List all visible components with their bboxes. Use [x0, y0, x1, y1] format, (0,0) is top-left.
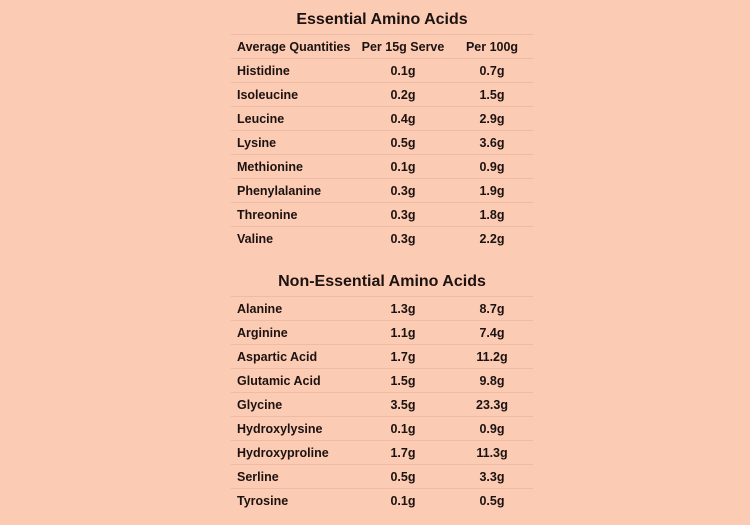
per-serve-value: 1.5g — [355, 369, 451, 393]
per-100g-value: 23.3g — [451, 393, 533, 417]
per-100g-value: 7.4g — [451, 321, 533, 345]
per-100g-value: 11.2g — [451, 345, 533, 369]
amino-acid-name: Threonine — [231, 203, 355, 227]
per-100g-value: 0.7g — [451, 59, 533, 83]
amino-acid-name: Methionine — [231, 155, 355, 179]
per-serve-value: 0.5g — [355, 131, 451, 155]
per-serve-value: 0.4g — [355, 107, 451, 131]
table-row — [231, 465, 533, 489]
table-row — [231, 83, 533, 107]
table-row — [231, 441, 533, 465]
per-100g-value: 0.9g — [451, 155, 533, 179]
per-100g-value: 1.5g — [451, 83, 533, 107]
amino-acid-name: Hydroxyproline — [231, 441, 355, 465]
amino-acid-name: Isoleucine — [231, 83, 355, 107]
per-serve-value: 0.2g — [355, 83, 451, 107]
per-100g-value: 0.9g — [451, 417, 533, 441]
header-average-quantities: Average Quantities — [231, 35, 355, 59]
amino-acid-name: Arginine — [231, 321, 355, 345]
per-100g-value: 3.6g — [451, 131, 533, 155]
amino-acid-panel — [231, 0, 533, 512]
amino-acid-name: Aspartic Acid — [231, 345, 355, 369]
nonessential-table — [231, 296, 533, 512]
amino-acid-name: Tyrosine — [231, 489, 355, 513]
nonessential-rows — [231, 297, 533, 513]
essential-title: Essential Amino Acids — [296, 11, 468, 28]
header-per-100g: Per 100g — [451, 35, 533, 59]
per-serve-value: 0.1g — [355, 417, 451, 441]
per-100g-value: 1.9g — [451, 179, 533, 203]
per-serve-value: 1.1g — [355, 321, 451, 345]
amino-acid-name: Serline — [231, 465, 355, 489]
amino-acid-name: Lysine — [231, 131, 355, 155]
table-row — [231, 59, 533, 83]
per-serve-value: 0.3g — [355, 179, 451, 203]
amino-acid-name: Glycine — [231, 393, 355, 417]
amino-acid-name: Valine — [231, 227, 355, 251]
per-serve-value: 1.7g — [355, 345, 451, 369]
nonessential-title: Non-Essential Amino Acids — [278, 273, 486, 290]
table-row — [231, 227, 533, 251]
per-serve-value: 0.1g — [355, 489, 451, 513]
per-100g-value: 8.7g — [451, 297, 533, 321]
header-row — [231, 35, 533, 59]
table-row — [231, 417, 533, 441]
essential-rows — [231, 59, 533, 251]
table-row — [231, 179, 533, 203]
header-per-serve: Per 15g Serve — [355, 35, 451, 59]
table-row — [231, 369, 533, 393]
table-row — [231, 321, 533, 345]
table-row — [231, 131, 533, 155]
table-row — [231, 203, 533, 227]
per-serve-value: 0.3g — [355, 227, 451, 251]
amino-acid-name: Alanine — [231, 297, 355, 321]
per-serve-value: 0.5g — [355, 465, 451, 489]
per-100g-value: 9.8g — [451, 369, 533, 393]
amino-acid-name: Phenylalanine — [231, 179, 355, 203]
table-row — [231, 393, 533, 417]
per-serve-value: 0.3g — [355, 203, 451, 227]
per-serve-value: 0.1g — [355, 155, 451, 179]
amino-acid-name: Glutamic Acid — [231, 369, 355, 393]
per-serve-value: 3.5g — [355, 393, 451, 417]
amino-acid-name: Histidine — [231, 59, 355, 83]
table-row — [231, 345, 533, 369]
amino-acid-name: Hydroxylysine — [231, 417, 355, 441]
amino-acid-name: Leucine — [231, 107, 355, 131]
table-row — [231, 107, 533, 131]
per-100g-value: 1.8g — [451, 203, 533, 227]
table-row — [231, 155, 533, 179]
table-row — [231, 489, 533, 513]
per-serve-value: 1.7g — [355, 441, 451, 465]
per-100g-value: 3.3g — [451, 465, 533, 489]
essential-table — [231, 34, 533, 250]
per-100g-value: 2.2g — [451, 227, 533, 251]
per-100g-value: 11.3g — [451, 441, 533, 465]
table-row — [231, 297, 533, 321]
per-serve-value: 1.3g — [355, 297, 451, 321]
per-100g-value: 0.5g — [451, 489, 533, 513]
per-serve-value: 0.1g — [355, 59, 451, 83]
per-100g-value: 2.9g — [451, 107, 533, 131]
